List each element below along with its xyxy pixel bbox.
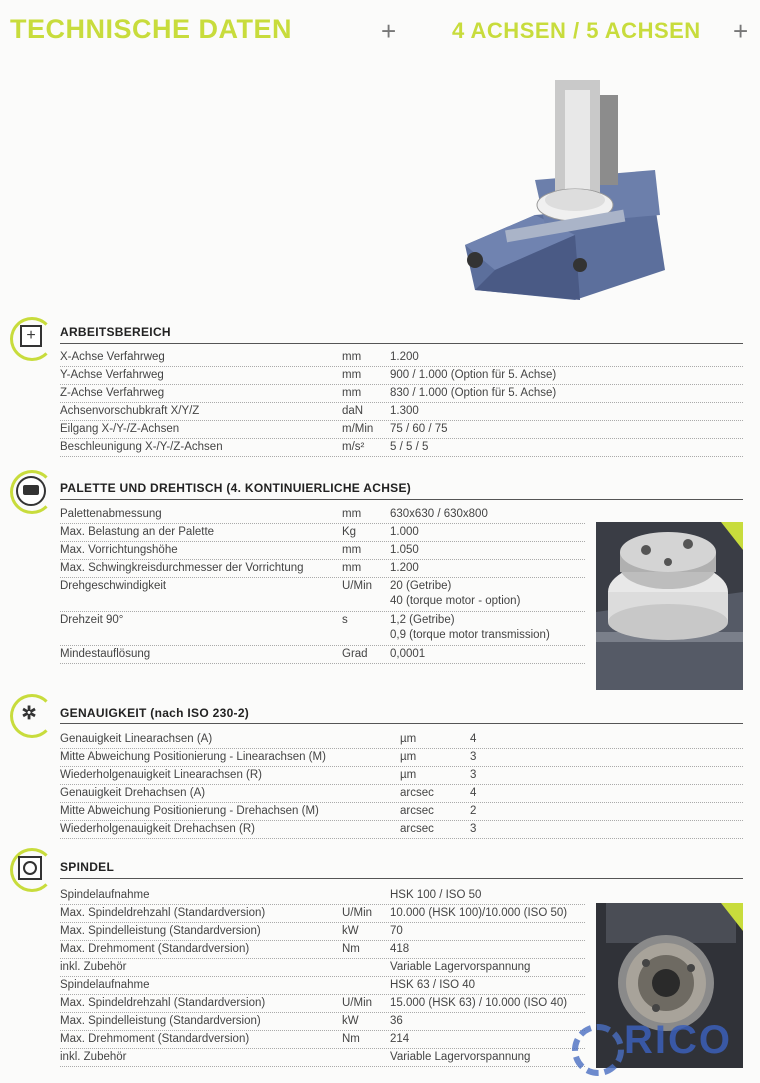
row-label: Genauigkeit Linearachsen (A): [60, 733, 213, 745]
precision-target-icon: ✲: [10, 694, 52, 734]
table-row: [60, 645, 585, 664]
row-label: inkl. Zubehör: [60, 1051, 127, 1063]
row-label: Max. Vorrichtungshöhe: [60, 544, 178, 556]
table-row: [60, 994, 585, 1013]
table-row: [60, 384, 743, 403]
row-value: 70: [390, 925, 403, 937]
section-title-spindel: SPINDEL: [60, 860, 115, 874]
row-unit: µm: [400, 751, 417, 763]
table-row: [60, 766, 743, 785]
table-row: [60, 784, 743, 803]
row-label: Drehzeit 90°: [60, 614, 124, 626]
row-unit: Grad: [342, 648, 368, 660]
row-value: 830 / 1.000 (Option für 5. Achse): [390, 387, 557, 399]
row-value: Variable Lagervorspannung: [390, 961, 531, 973]
machine-illustration: [455, 75, 675, 310]
row-value-secondary: 0,9 (torque motor transmission): [390, 629, 550, 641]
table-row: [60, 559, 585, 578]
table-row: [60, 1030, 585, 1049]
row-label: Max. Schwingkreisdurchmesser der Vorrichtung: [60, 562, 304, 574]
row-unit: mm: [342, 369, 362, 381]
row-label: Max. Drehmoment (Standardversion): [60, 1033, 250, 1045]
row-label: Achsenvorschubkraft X/Y/Z: [60, 405, 200, 417]
row-unit: Nm: [342, 943, 360, 955]
row-unit: mm: [342, 387, 362, 399]
row-value: 214: [390, 1033, 410, 1045]
row-unit: U/Min: [342, 997, 373, 1009]
row-value: 75 / 60 / 75: [390, 423, 448, 435]
row-label: Max. Spindeldrehzahl (Standardversion): [60, 907, 266, 919]
section-title-palette: PALETTE UND DREHTISCH (4. KONTINUIERLICHE ACHSE): [60, 481, 412, 495]
table-row: [60, 730, 743, 749]
table-row: [60, 348, 743, 367]
spindle-icon: [10, 848, 52, 888]
row-label: inkl. Zubehör: [60, 961, 127, 973]
row-value: 4: [470, 733, 477, 745]
row-value: 1.000: [390, 526, 419, 538]
row-unit: Nm: [342, 1033, 360, 1045]
row-unit: kW: [342, 1015, 359, 1027]
row-value: 1,2 (Getribe): [390, 614, 455, 626]
row-value: 4: [470, 787, 477, 799]
row-label: Beschleunigung X-/Y-/Z-Achsen: [60, 441, 223, 453]
row-unit: mm: [342, 544, 362, 556]
table-row: [60, 940, 585, 959]
row-unit: µm: [400, 733, 417, 745]
row-unit: U/Min: [342, 907, 373, 919]
row-value: 2: [470, 805, 477, 817]
rotary-table-icon: [10, 470, 52, 510]
row-value-secondary: 40 (torque motor - option): [390, 595, 521, 607]
row-value: 3: [470, 823, 477, 835]
table-row: [60, 505, 585, 524]
table-row: [60, 1012, 585, 1031]
table-row: [60, 541, 585, 560]
divider: [60, 343, 743, 344]
table-row: [60, 922, 585, 941]
row-unit: s: [342, 614, 348, 626]
divider: [60, 878, 743, 879]
section-title-genauigkeit: GENAUIGKEIT (nach ISO 230-2): [60, 706, 250, 720]
row-unit: U/Min: [342, 580, 373, 592]
section-title-arbeitsbereich: ARBEITSBEREICH: [60, 325, 171, 339]
row-label: Wiederholgenauigkeit Drehachsen (R): [60, 823, 255, 835]
row-value: 5 / 5 / 5: [390, 441, 429, 453]
row-unit: mm: [342, 351, 362, 363]
row-value: 1.200: [390, 562, 419, 574]
table-row: [60, 802, 743, 821]
table-row: [60, 748, 743, 767]
row-label: Max. Spindelleistung (Standardversion): [60, 925, 261, 937]
table-row: [60, 523, 585, 542]
row-unit: µm: [400, 769, 417, 781]
row-unit: mm: [342, 508, 362, 520]
row-unit: m/Min: [342, 423, 374, 435]
row-unit: arcsec: [400, 823, 434, 835]
row-label: Max. Drehmoment (Standardversion): [60, 943, 250, 955]
table-row: [60, 577, 585, 612]
row-unit: daN: [342, 405, 364, 417]
table-row: [60, 438, 743, 457]
rotary-table-photo: [596, 522, 743, 690]
row-label: Max. Spindeldrehzahl (Standardversion): [60, 997, 266, 1009]
divider: [60, 723, 743, 724]
row-value: 630x630 / 630x800: [390, 508, 488, 520]
row-label: Y-Achse Verfahrweg: [60, 369, 164, 381]
rico-watermark-logo: RICO: [572, 1018, 757, 1076]
row-label: Mitte Abweichung Positionierung - Drehachsen (M): [60, 805, 319, 817]
row-unit: arcsec: [400, 787, 434, 799]
row-value: HSK 100 / ISO 50: [390, 889, 482, 901]
page-title: TECHNISCHE DATEN: [10, 14, 293, 44]
row-label: X-Achse Verfahrweg: [60, 351, 165, 363]
row-value: 3: [470, 751, 477, 763]
axes-title: 4 ACHSEN / 5 ACHSEN: [452, 18, 701, 43]
plus-icon: +: [733, 16, 749, 46]
row-label: Genauigkeit Drehachsen (A): [60, 787, 206, 799]
row-value: 20 (Getribe): [390, 580, 452, 592]
row-label: Mitte Abweichung Positionierung - Linearachsen (M): [60, 751, 326, 763]
row-unit: arcsec: [400, 805, 434, 817]
row-unit: kW: [342, 925, 359, 937]
row-label: Wiederholgenauigkeit Linearachsen (R): [60, 769, 263, 781]
row-value: 15.000 (HSK 63) / 10.000 (ISO 40): [390, 997, 568, 1009]
row-label: Drehgeschwindigkeit: [60, 580, 167, 592]
row-label: Max. Spindelleistung (Standardversion): [60, 1015, 261, 1027]
row-unit: mm: [342, 562, 362, 574]
table-row: [60, 402, 743, 421]
row-label: Mindestauflösung: [60, 648, 151, 660]
row-label: Max. Belastung an der Palette: [60, 526, 215, 538]
table-row: [60, 958, 585, 977]
row-value: 3: [470, 769, 477, 781]
row-label: Spindelaufnahme: [60, 889, 150, 901]
row-value: 1.050: [390, 544, 419, 556]
table-row: [60, 886, 585, 905]
table-row: [60, 820, 743, 839]
table-row: [60, 904, 585, 923]
crosshair-square-icon: +: [10, 317, 52, 357]
row-value: Variable Lagervorspannung: [390, 1051, 531, 1063]
row-unit: Kg: [342, 526, 357, 538]
row-value: 900 / 1.000 (Option für 5. Achse): [390, 369, 557, 381]
table-row: [60, 366, 743, 385]
table-row: [60, 1048, 585, 1067]
row-value: 0,0001: [390, 648, 426, 660]
table-row: [60, 976, 585, 995]
row-value: 1.300: [390, 405, 419, 417]
divider: [60, 499, 743, 500]
table-row: [60, 611, 585, 646]
row-value: 1.200: [390, 351, 419, 363]
row-label: Palettenabmessung: [60, 508, 162, 520]
row-label: Z-Achse Verfahrweg: [60, 387, 165, 399]
row-value: 36: [390, 1015, 403, 1027]
row-value: HSK 63 / ISO 40: [390, 979, 476, 991]
row-value: 10.000 (HSK 100)/10.000 (ISO 50): [390, 907, 568, 919]
row-unit: m/s²: [342, 441, 365, 453]
row-label: Eilgang X-/Y-/Z-Achsen: [60, 423, 180, 435]
table-row: [60, 420, 743, 439]
row-label: Spindelaufnahme: [60, 979, 150, 991]
plus-icon: +: [381, 16, 397, 46]
row-value: 418: [390, 943, 410, 955]
